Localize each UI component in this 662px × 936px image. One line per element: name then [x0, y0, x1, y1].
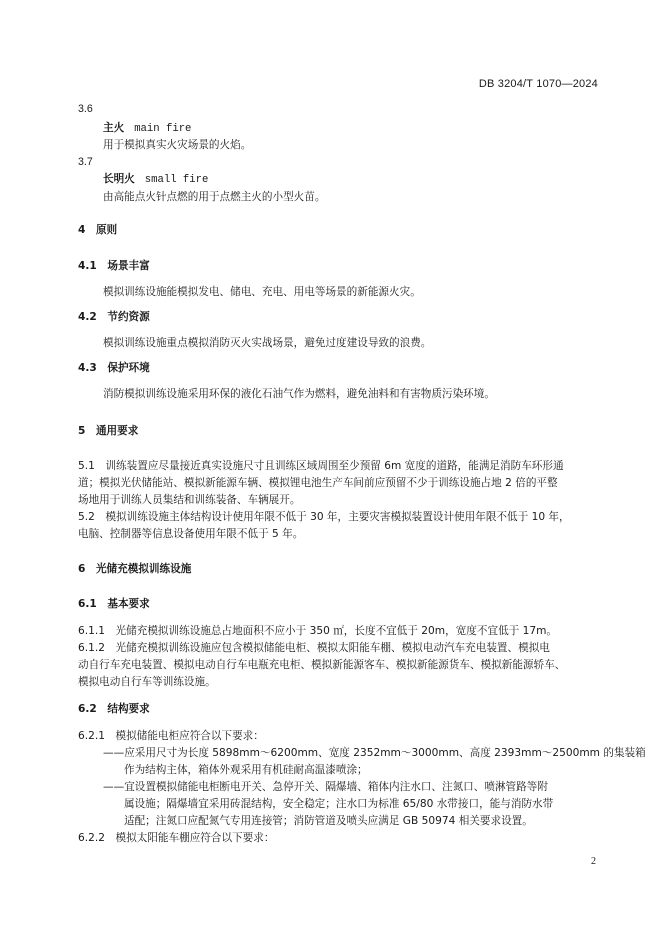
para-6-1-2-line: 模拟电动自行车等训练设施。 [78, 676, 216, 688]
list-item-line: 属设施；隔爆墙宜采用砖混结构，安全稳定；注水口为标准 65/80 水带接口，能与消防水带 [124, 798, 554, 810]
para-5-1-line: 场地用于训练人员集结和训练装备、车辆展开。 [78, 494, 301, 506]
term-3-6-definition: 用于模拟真实火灾场景的火焰。 [103, 139, 252, 151]
para-5-1-line: 道；模拟光伏储能站、模拟新能源车辆、模拟锂电池生产车间前应预留不少于训练设施占地 2 倍的平整 [78, 477, 558, 489]
para-6-1-2-line: 动自行车充电装置、模拟电动自行车电瓶充电柜、模拟新能源客车、模拟新能源货车、模拟新能源轿车、 [78, 659, 566, 671]
term-number-3-6: 3.6 [78, 103, 93, 115]
para-5-2-line: 5.2 模拟训练设施主体结构设计使用年限不低于 30 年，主要灾害模拟装置设计使用年限不低于 10 年， [78, 511, 570, 523]
section-4-1-title: 4.1 场景丰富 [78, 260, 150, 272]
section-4-3-title: 4.3 保护环境 [78, 362, 150, 374]
list-item-line: ——宜设置模拟储能电柜断电开关、急停开关、隔爆墙、箱体内注水口、注氮口、喷淋管路等附 [103, 781, 548, 793]
section-4-2-title: 4.2 节约资源 [78, 311, 150, 323]
para-5-2-line: 电脑、控制器等信息设备使用年限不低于 5 年。 [78, 528, 304, 540]
list-item-line: 作为结构主体，箱体外观采用有机硅耐高温漆喷涂； [124, 764, 368, 776]
para-6-1-2-line: 6.1.2 光储充模拟训练设施应包含模拟储能电柜、模拟太阳能车棚、模拟电动汽车充电装置、模拟电 [78, 642, 550, 654]
section-4-1-body: 模拟训练设施能模拟发电、储电、充电、用电等场景的新能源火灾。 [103, 286, 421, 298]
term-3-7-cn: 长明火 [103, 173, 135, 185]
section-4-title: 4 原则 [78, 224, 118, 236]
page-number: 2 [591, 856, 596, 867]
term-3-7-definition: 由高能点火针点燃的用于点燃主火的小型火苗。 [103, 191, 326, 203]
list-item-line: ——应采用尺寸为长度 5898mm～6200mm、宽度 2352mm～3000mm、高度 2393mm～2500mm 的集装箱 [103, 747, 646, 759]
term-3-6-cn: 主火 [103, 122, 125, 134]
term-3-7-en: small fire [144, 174, 209, 186]
section-6-title: 6 光储充模拟训练设施 [78, 563, 192, 575]
section-6-2-title: 6.2 结构要求 [78, 703, 150, 715]
section-4-2-body: 模拟训练设施重点模拟消防灭火实战场景，避免过度建设导致的浪费。 [103, 337, 432, 349]
section-5-title: 5 通用要求 [78, 425, 139, 437]
section-6-1-title: 6.1 基本要求 [78, 598, 150, 610]
term-3-7-heading [103, 172, 208, 187]
term-3-6-heading [103, 121, 191, 136]
para-5-1-line: 5.1 训练装置应尽量接近真实设施尺寸且训练区域周围至少预留 6m 宽度的道路，能满足消防车环形通 [78, 460, 564, 472]
para-6-1-1: 6.1.1 光储充模拟训练设施总占地面积不应小于 350 ㎡，长度不宜低于 20m，宽度不宜低于 17m。 [78, 625, 558, 637]
para-6-2-2-title: 6.2.2 模拟太阳能车棚应符合以下要求： [78, 832, 275, 844]
para-6-2-1-title: 6.2.1 模拟储能电柜应符合以下要求： [78, 730, 264, 742]
document-header-id: DB 3204/T 1070—2024 [478, 78, 598, 90]
term-3-6-en: main fire [134, 123, 192, 135]
term-number-3-7: 3.7 [78, 156, 93, 168]
section-4-3-body: 消防模拟训练设施采用环保的液化石油气作为燃料，避免油料和有害物质污染环境。 [103, 388, 495, 400]
list-item-line: 适配；注氮口应配氮气专用连接管；消防管道及喷头应满足 GB 50974 相关要求设置。 [124, 815, 533, 827]
